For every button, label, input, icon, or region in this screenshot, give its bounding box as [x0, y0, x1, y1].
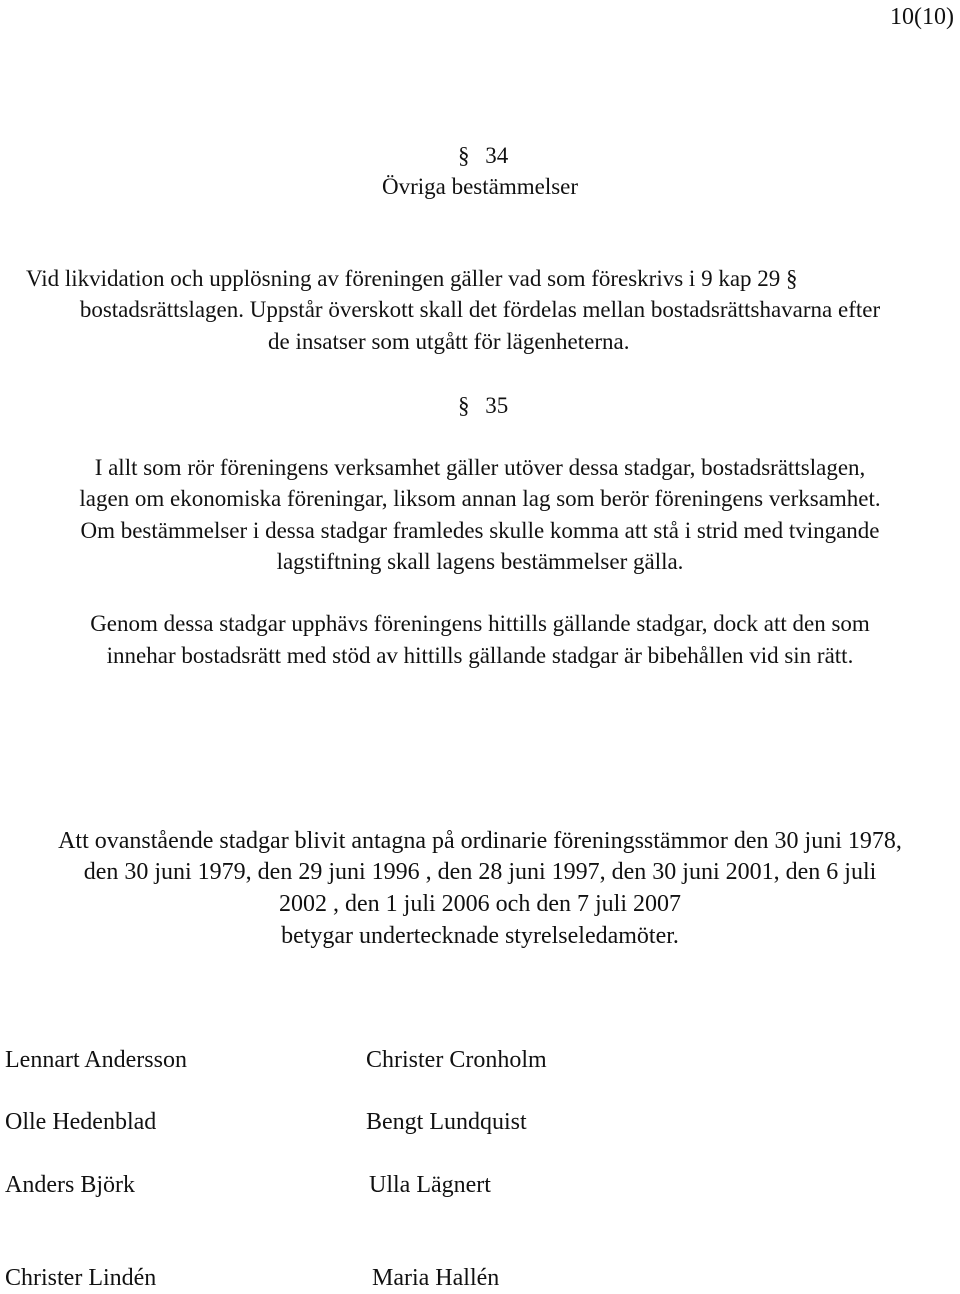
attestation-line-4: betygar undertecknade styrelseledamöter.	[281, 923, 679, 949]
section-number: 35	[485, 393, 509, 418]
section-sign: §	[458, 393, 470, 418]
attestation-line-2: den 30 juni 1979, den 29 juni 1996 , den 28 juni 1997, den 30 juni 2001, den 6 juli	[83, 859, 877, 885]
section-35-p1-line-1: I allt som rör föreningens verksamhet gäller utöver dessa stadgar, bostadsrättslagen,	[94, 455, 866, 480]
signature-left-1: Lennart Andersson	[5, 1047, 187, 1073]
signature-right-3: Ulla Lägnert	[369, 1172, 491, 1198]
page-number: 10(10)	[890, 4, 954, 30]
section-35-p1-line-3: Om bestämmelser i dessa stadgar framledes skulle komma att stå i strid med tvingande	[80, 518, 880, 543]
section-34-line-1: Vid likvidation och upplösning av föreningen gäller vad som föreskrivs i 9 kap 29 §	[26, 266, 798, 291]
section-35-p1-line-2: lagen om ekonomiska föreningar, liksom annan lag som berör föreningens verksamhet.	[79, 486, 881, 511]
attestation-line-1: Att ovanstående stadgar blivit antagna på ordinarie föreningsstämmor den 30 juni 1978,	[58, 828, 902, 854]
section-35-p2-line-2: innehar bostadsrätt med stöd av hittills gällande stadgar är bibehållen vid sin rätt.	[106, 643, 854, 668]
section-35-heading-number	[458, 390, 508, 421]
section-34-heading-number	[458, 140, 508, 171]
signature-left-2: Olle Hedenblad	[5, 1109, 157, 1135]
section-35-p1-line-4: lagstiftning skall lagens bestämmelser gälla.	[276, 549, 684, 574]
section-34-line-3: de insatser som utgått för lägenheterna.	[268, 329, 630, 354]
section-sign: §	[458, 143, 470, 168]
section-34-heading: Övriga bestämmelser	[381, 174, 579, 199]
attestation-line-3: 2002 , den 1 juli 2006 och den 7 juli 2007	[279, 891, 681, 917]
signature-right-2: Bengt Lundquist	[366, 1109, 527, 1135]
section-34-line-2: bostadsrättslagen. Uppstår överskott skall det fördelas mellan bostadsrättshavarna efter	[79, 297, 881, 322]
section-35-p2-line-1: Genom dessa stadgar upphävs föreningens hittills gällande stadgar, dock att den som	[90, 611, 870, 636]
signature-right-1: Christer Cronholm	[366, 1047, 547, 1073]
signature-left-4: Christer Lindén	[5, 1265, 157, 1291]
signature-left-3: Anders Björk	[5, 1172, 135, 1198]
section-number: 34	[485, 143, 509, 168]
signature-right-4: Maria Hallén	[372, 1265, 500, 1291]
